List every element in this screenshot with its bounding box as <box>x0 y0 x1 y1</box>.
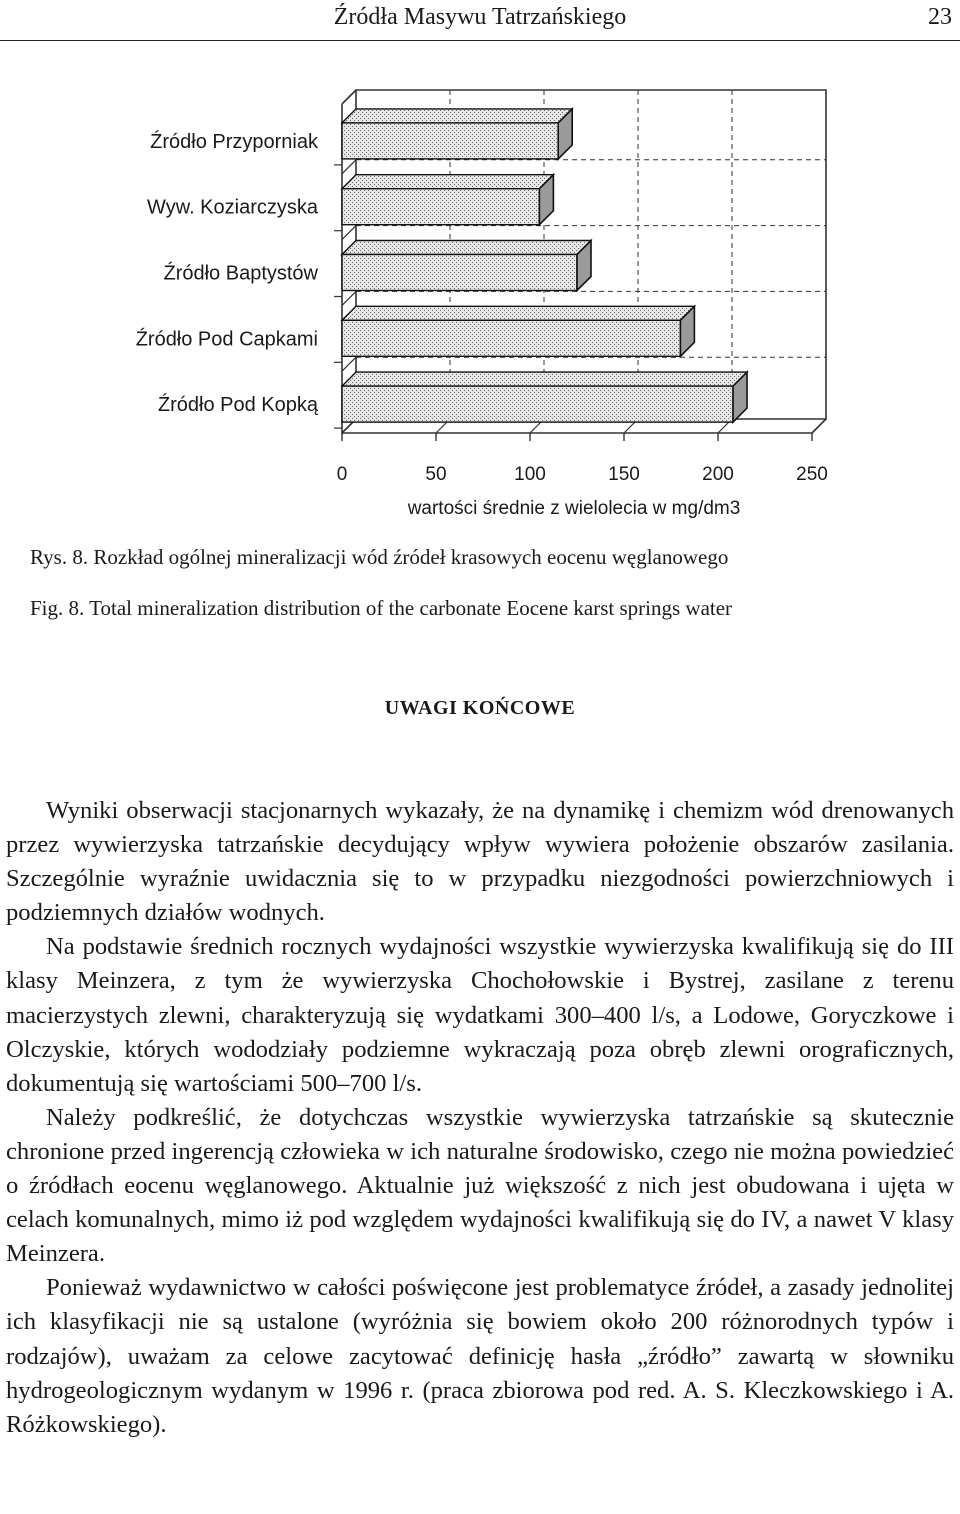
category-label: Źródło Pod Capkami <box>135 328 318 351</box>
wall-tick-diagonal <box>342 291 356 305</box>
section-heading: UWAGI KOŃCOWE <box>384 697 576 719</box>
bar-top-face <box>342 109 572 123</box>
x-tick-label: 150 <box>608 464 640 485</box>
wall-tick-diagonal <box>342 357 356 371</box>
mineralization-bar-chart <box>0 70 960 530</box>
paragraph-1: Wyniki obserwacji stacjonarnych wykazały, że na dynamikę i chemizm wód drenowanych przez wywierzyska tatrzańskie decydujący wpływ wywiera położenie obszarów zasilania. Szczególnie wyraźnie uwidacznia się to w przypadku niezgodności powierzchniowych i podziemnych działów wodnych. <box>6 797 954 927</box>
x-tick-label: 0 <box>336 464 348 485</box>
paragraph-3: Należy podkreślić, że dotychczas wszystkie wywierzyska tatrzańskie są skutecznie chronione przed ingerencją człowieka w ich naturalne środowisko, czego nie można powiedzieć o źródłach eocenu węglanowego. Aktualnie już większość z nich jest obudowana i ujęta w celach komunalnych, mimo iż pod względem wydajności kwalifikują się do IV, a nawet V klasy Meinzera. <box>6 1103 954 1268</box>
bar-front-face <box>342 320 680 356</box>
category-label: Źródło Pod Kopką <box>157 394 318 417</box>
page-number: 23 <box>928 4 952 30</box>
bar-front-face <box>342 255 577 291</box>
floor-tick-diagonal <box>812 419 826 433</box>
wall-tick-diagonal <box>342 160 356 174</box>
bar-top-face <box>342 175 553 189</box>
paragraph-4: Ponieważ wydawnictwo w całości poświęcone jest problematyce źródeł, a zasady jednolitej ich klasyfikacji nie są ustalone (wyróżnia się bowiem około 200 różnorodnych typów i rodzajów), uważam za celowe zacytować definicję hasła „źródło” zawartą w słowniku hydrogeologicznym wydanym w 1996 r. (praca zbiorowa pod red. A. S. Kleczkowskiego i A. Różkowskiego). <box>6 1274 954 1438</box>
category-label: Źródło Baptystów <box>163 262 318 285</box>
x-tick-label: 200 <box>702 464 734 485</box>
category-label: Źródło Przyporniak <box>150 130 318 153</box>
wall-tick-diagonal <box>342 226 356 240</box>
bar-front-face <box>342 189 539 225</box>
bar-top-face <box>342 372 747 386</box>
figure-caption-english: Fig. 8. Total mineralization distribution of the carbonate Eocene karst springs water <box>30 596 733 620</box>
x-tick-label: 100 <box>514 464 546 485</box>
bar-top-face <box>342 306 694 320</box>
x-tick-label: 250 <box>796 464 828 485</box>
x-axis-label: wartości średnie z wielolecia w mg/dm3 <box>407 498 741 519</box>
bar-front-face <box>342 386 733 422</box>
body-text <box>6 794 954 1442</box>
paragraph-2: Na podstawie średnich rocznych wydajności wszystkie wywierzyska kwalifikują się do III klasy Meinzera, z tym że wywierzyska Chochołowskie i Bystrej, zasilane z terenu macierzystych zlewni, charakteryzują się wydatkami 300–400 l/s, a Lodowe, Goryczkowe i Olczyskie, których wododziały podziemne wykraczają poza obręb zlewni orograficznych, dokumentują się wartościami 500–700 l/s. <box>6 933 954 1097</box>
x-tick-label: 50 <box>425 464 447 485</box>
category-label: Wyw. Koziarczyska <box>147 196 318 219</box>
figure-caption-polish: Rys. 8. Rozkład ogólnej mineralizacji wód źródeł krasowych eocenu węglanowego <box>30 545 729 569</box>
page-header <box>0 0 960 41</box>
running-title: Źródła Masywu Tatrzańskiego <box>333 4 627 30</box>
bar-top-face <box>342 241 591 255</box>
bar-front-face <box>342 123 558 159</box>
